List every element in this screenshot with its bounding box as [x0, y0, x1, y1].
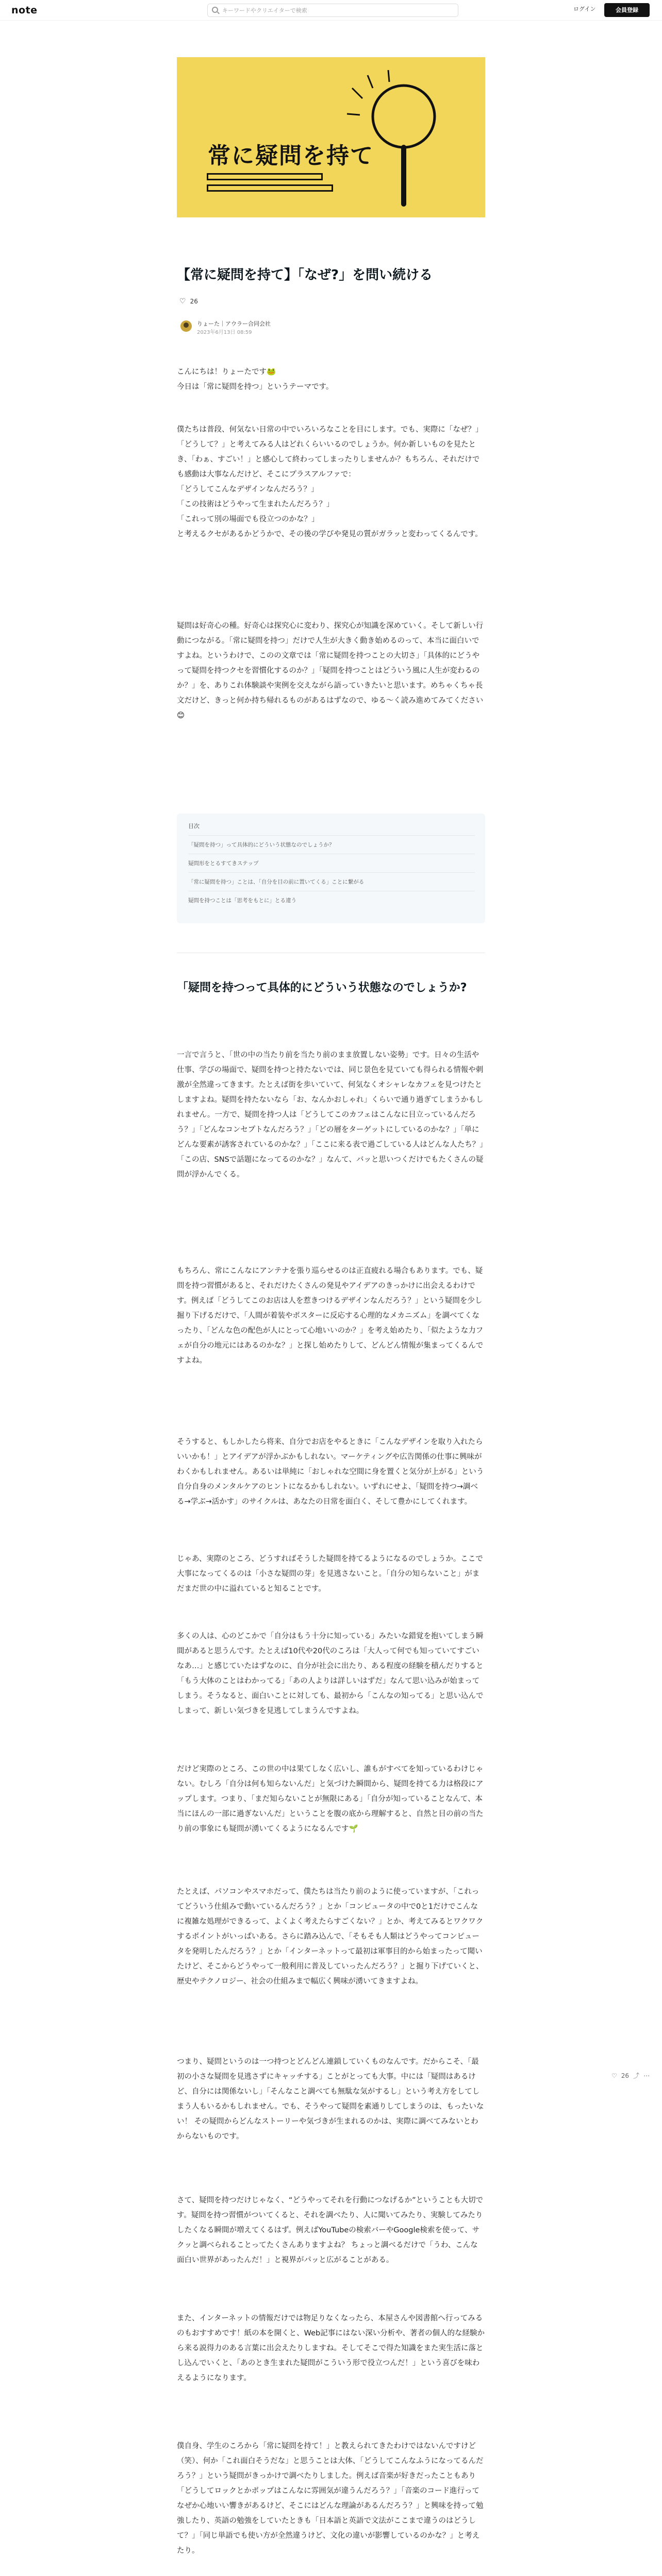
- heart-icon[interactable]: ♡: [611, 2072, 617, 2079]
- author-name[interactable]: りょーた｜アウラー合同会社: [197, 320, 271, 327]
- toc-item[interactable]: 「疑問を持つ」って具体的にどういう状態なのでしょうか？: [188, 835, 475, 854]
- paragraph: 多くの人は、心のどこかで「自分はもう十分に知っている」みたいな錯覚を抱いてしまう瞬間があると思うんです。たとえば10代や20代のころは「大人って何でも知っていてすごいなあ…」と感じていたはずなのに、自分が社会に出たり、ある程度の経験を積んだりすると「もう大体のことはわかってる」「あの人よりは詳しいはずだ」なんて思い込みが始まってしまう。そうなると、面白いことに対しても、最初から「こんなの知ってる」と思い込んでしまって、新しい気づきを見逃してしまうんですよね。: [177, 1632, 484, 1715]
- float-like-count: 26: [621, 2072, 630, 2079]
- paragraph: 一言で言うと、「世の中の当たり前を当たり前のまま放置しない姿勢」です。日々の生活や仕事、学びの場面で、疑問を持つと持たないでは、同じ景色を見ていても得られる情報や刺激が全然違ってきます。たとえば街を歩いていて、何気なくオシャレなカフェを見つけたとしますよね。疑問を持たないなら「お、なんかおしゃれ」くらいで通り過ぎてしまうかもしれません。一方で、疑問を持つ人は「どうしてこのカフェはこんなに目立っているんだろう？」「どんなコンセプトなんだろう？」「どの層をターゲットにしているのかな？」「単にどんな要素が誘客されているのかな？」「ここに来る表で過ごしている人はどんな人たち？」「この店、SNSで話題になってるのかな？」なんて、バッと思いつくだけでもたくさんの疑問が浮かんでくる。: [177, 1051, 484, 1179]
- hero-bar: [207, 173, 323, 180]
- avatar[interactable]: [180, 320, 192, 332]
- paragraph: 僕自身、学生のころから「常に疑問を持て！」と教えられてきたわけではないんですけど（笑）、何か「これ面白そうだな」と思うことは大体、「どうしてこんなふうになってるんだろう？」という疑問がきっかけで調べたりしました。例えば音楽が好きだったこともあり「どうしてロックとかポップはこんなに雰囲気が違うんだろう？」「音楽のコード進行ってなぜか心地いい響きがあるけど、そこにはどんな理論があるんだろう？」と興味を持って勉強したり、英語の勉強をしていたときも「日本語と英語で文法がここまで違うのはどうして？」「同じ単語でも使い方が全然違うけど、文化の違いが影響しているのかな？」と考えたり。: [177, 2442, 484, 2555]
- paragraph: 僕たちは普段、何気ない日常の中でいろいろなことを目にします。でも、実際に「なぜ？」「どうして？」と考えてみる人はどれくらいいるのでしょうか。何か新しいものを見たとき、「わぁ、すごい！」と感心して終わってしまったりしませんか？もちろん、それだけでも感動は大事なんだけど、そこにプラスアルファで： 「どうしてこんなデザインなんだろう？」 「この技術はどうやって生まれたんだろう？」 「これって別の場面でも役立つのかな？」 と考えるクセがあるかどうかで、その後の学びや発見の質がガラッと変わってくるんです。: [177, 426, 483, 538]
- magnifier-icon: [332, 67, 466, 212]
- article-title: 【常に疑問を持て】「なぜ?」を問い続ける: [177, 267, 433, 283]
- paragraph: つまり、疑問というのは一つ持つとどんどん連鎖していくものなんです。だからこそ、「最初の小さな疑問を見逃さずにキャッチする」ことがとっても大事。中には「疑問はあるけど、自分には関係ないし」「そんなこと調べても無駄な気がするし」という考え方をしてしまう人もいるかもしれません。でも、そうやって疑問を素通りしてしまうのは、もったいない！ その疑問からどんなストーリーや気づきが生まれるのかは、実際に調べてみないとわからないものです。: [177, 2058, 484, 2141]
- toc-label: 目次: [188, 823, 200, 829]
- toc-item[interactable]: 疑問形をとるすてきステップ: [188, 854, 475, 872]
- like-count: 26: [190, 298, 198, 305]
- publish-date: 2023年6月13日 08:59: [197, 330, 252, 335]
- paragraph: 疑問は好奇心の種。好奇心は探究心に変わり、探究心が知識を深めていく。そして新しい行動につながる。「常に疑問を持つ」だけで人生が大きく動き始めるのって、本当に面白いですよね。というわけで、このの文章では「常に疑問を持つことの大切さ」「具体的にどうやって疑問を持つクセを習慣化するのか？」「疑問を持つことはどういう風に人生が変わるのか？」を、ありこれ体験談や実例を交えながら語っていきたいと思います。めちゃくちゃ長文だけど、きっと何か持ち帰れるものがあるはずなので、ゆる〜く読み進めてみてください😊: [177, 622, 484, 720]
- toc-item[interactable]: 疑問を持つことは「思考をもとに」とる違う: [188, 891, 475, 909]
- table-of-contents: [177, 814, 485, 923]
- paragraph: また、インターネットの情報だけでは物足りなくなったら、本屋さんや図書館へ行ってみるのもおすすめです！紙の本を開くと、Web記事にはない深い分析や、著者の個人的な経験から来る説得力のある言葉に出会えたりしますね。そしてそこで得た知識をまた実生活に落とし込んでいくと、「あのとき生まれた疑問がこういう形で役立つんだ！」という喜びを味わえるようになります。: [177, 2314, 485, 2382]
- paragraph: だけど実際のところ、この世の中は果てしなく広いし、誰もがすべてを知っているわけじゃない。むしろ「自分は何も知らないんだ」と気づけた瞬間から、疑問を持てる力は格段にアップします。つまり、「まだ知らないことが無限にある」「自分が知っていることなんて、本当にほんの一部に過ぎないんだ」ということを腹の底から理解すると、自然と目の前の当たり前の事象にも疑問が湧いてくるようになるんです🌱: [177, 1765, 484, 1833]
- section-heading: 「疑問を持つって具体的にどういう状態なのでしょうか?: [177, 981, 467, 994]
- search-input[interactable]: [222, 6, 449, 15]
- search-icon: [212, 7, 218, 13]
- note-logo[interactable]: note: [11, 5, 38, 16]
- toc-item[interactable]: 「常に疑問を持つ」ことは、「自分を目の前に置いてくる」ことに繋がる: [188, 872, 475, 891]
- paragraph-intro: こんにちは！りょーたです🐸 今日は「常に疑問を持つ」というテーマです。: [177, 368, 334, 391]
- paragraph: そうすると、もしかしたら将来、自分でお店をやるときに「こんなデザインを取り入れたらいいかも！」とアイデアが浮かぶかもしれない。マーケティングや広告関係の仕事に興味がわくかもしれません。あるいは単純に「おしゃれな空間に身を置くと気分が上がる」という自分自身のメンタルケアのヒントになるかもしれない。いずれにせよ、「疑問を持つ→調べる→学ぶ→活かす」のサイクルは、あなたの日常を面白く、そして豊かにしてくれます。: [177, 1438, 484, 1506]
- share-icon[interactable]: ⤴: [633, 2072, 640, 2079]
- signup-button[interactable]: 会員登録: [604, 3, 650, 17]
- paragraph: もちろん、常にこんなにアンテナを張り巡らせるのは正直疲れる場合もあります。でも、疑問を持つ習慣があると、それだけたくさんの発見やアイデアのきっかけに出会えるわけです。例えば「どうしてこのお店は人を惹きつけるデザインなんだろう？」という疑問を少し掘り下げるだけで、「人間が着装やポスターに反応する心理的なメカニズム」を調べてくなったり、「どんな色の配色が人にとって心地いいのか？」を考え始めたり、「似たような力フェが自分の地元にはあるのかな？」と探し始めたりして、どんどん情報が集まってくるんですよね。: [177, 1267, 484, 1365]
- paragraph: さて、疑問を持つだけじゃなく、“どうやってそれを行動につなげるか”ということも大切です。疑問を持つ習慣がついてくると、それを調べたり、人に聞いてみたり、実験してみたりしたくなる瞬間が増えてくるはず。例えばYouTubeの検索バーやGoogle検索を使って、サクッと調べられることってたくさんありますよね？ ちょっと調べるだけで「うわ、こんな面白い世界があったんだ！」と視界がパッと広がることがある。: [177, 2196, 484, 2264]
- more-icon[interactable]: ⋯: [643, 2072, 650, 2079]
- paragraph: じゃあ、実際のところ、どうすればそうした疑問を持てるようになるのでしょうか。ここで大事になってくるのは「小さな疑問の芽」を見逃さないこと。「自分の知らないこと」がまだまだ世の中に溢れていると知ることです。: [177, 1555, 483, 1593]
- hero-title: 常に疑問を持て: [208, 143, 374, 169]
- top-header: [0, 0, 662, 21]
- floating-actions: [611, 2071, 654, 2080]
- paragraph: たとえば、パソコンやスマホだって、僕たちは当たり前のように使っていますが、「これってどういう仕組みで動いているんだろう？」とか「コンピュータの中で0と1だけでこんなに複雑な処理ができるって、よくよく考えたらすごくない？」とか、考えてみるとワクワクするポイントがいっぱいある。さらに踏み込んで、「そもそも人類はどうやってコンピュータを発明したんだろう？」とか「インターネットって最初は軍事目的から始まったって聞いたけど、そこからどうやって一般利用に普及していったんだろう？」と掘り下げていくと、歴史やテクノロジー、社会の仕組みまで幅広く興味が湧いてきますよね。: [177, 1888, 484, 1986]
- login-link[interactable]: ログイン: [573, 6, 596, 12]
- heart-icon[interactable]: ♡: [179, 297, 186, 306]
- hero-image: [177, 57, 485, 217]
- search-box[interactable]: [207, 4, 458, 17]
- like-counter[interactable]: [179, 297, 198, 306]
- hero-bar: [207, 184, 333, 192]
